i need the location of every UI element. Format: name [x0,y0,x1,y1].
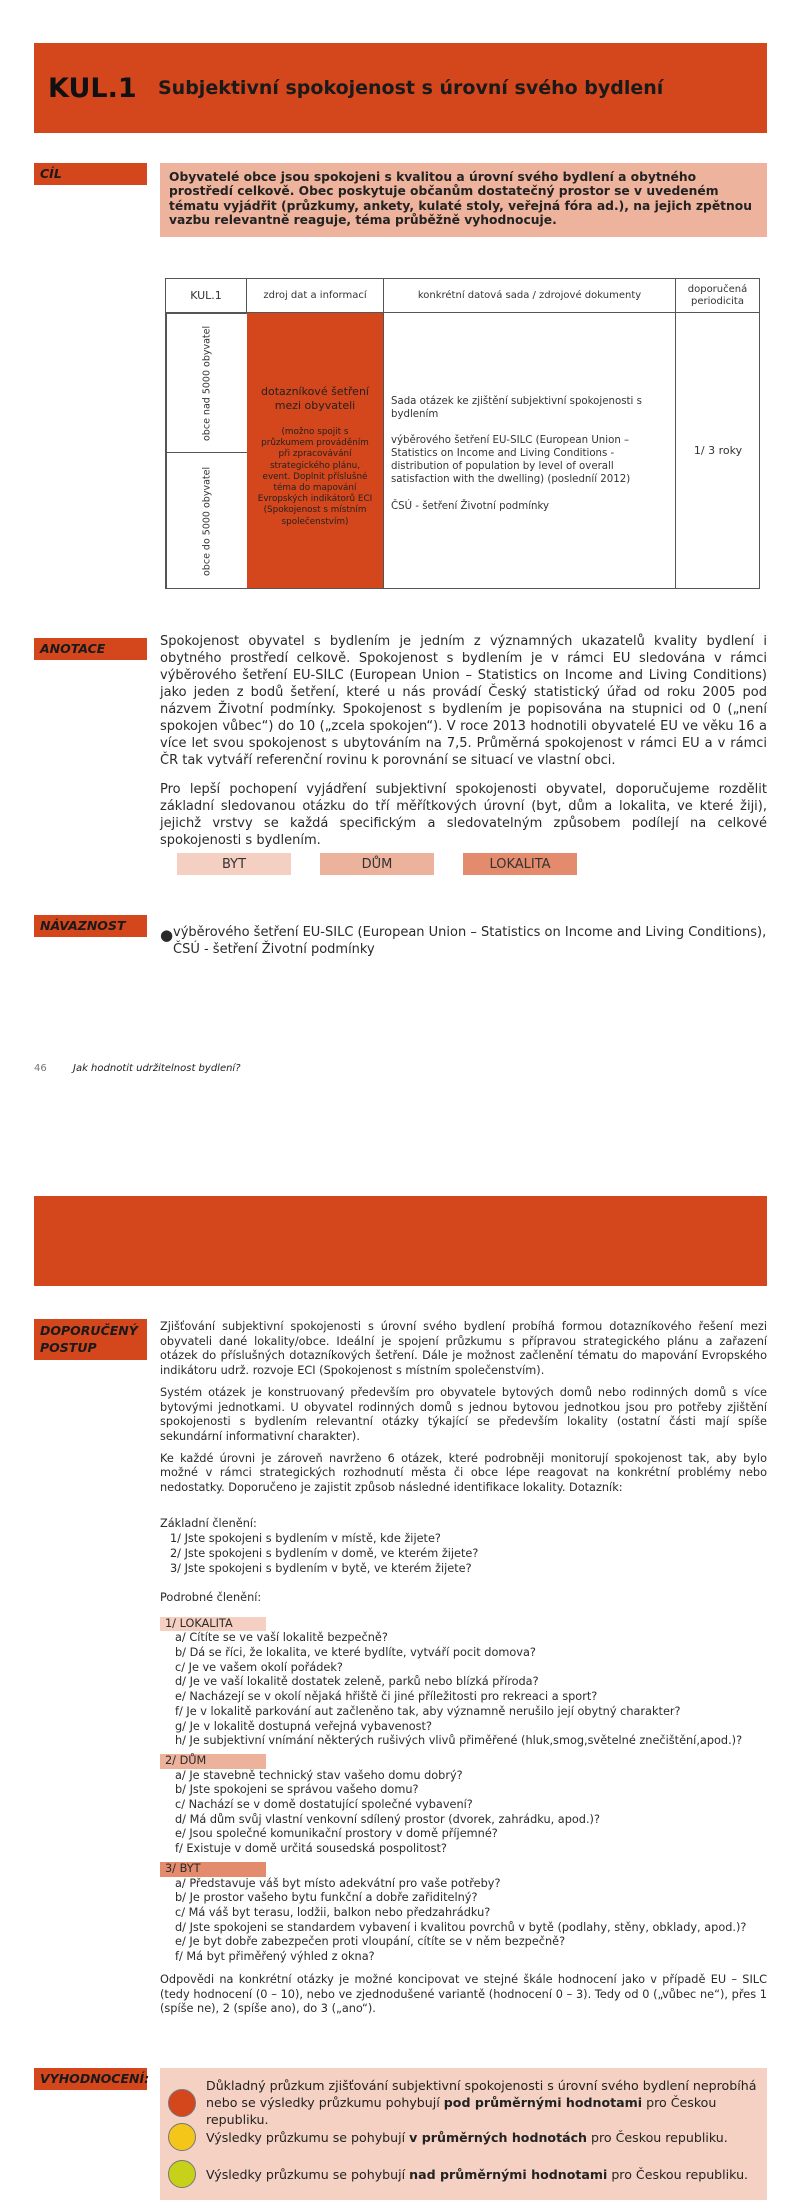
goal-label: CÍL [34,163,147,185]
dataset-item: ČSÚ - šetření Životní podmínky [391,500,550,512]
data-source-table [165,278,760,589]
question-item: e/ Nacházejí se v okolí nějaká hřiště či jiné příležitosti pro rekreaci a sport? [175,1690,598,1704]
evaluation-label: VYHODNOCENÍ: [34,2068,147,2090]
dataset-cell [384,313,676,589]
question-item: e/ Jsou společné komunikační prostory v domě příjemné? [175,1827,498,1841]
tag-lokalita: LOKALITA [463,853,577,875]
source-note: (možno spojit s průzkumem prováděním při zpracovávání strategického plánu, event. Doplnit příslušné téma do mapování Evropských indikátorů ECI (Spokojenost s místním společenstvím) [257,427,373,527]
procedure-paragraph: Zjišťování subjektivní spokojenosti s úrovní svého bydlení probíhá formou dotazníkového řešení mezi obyvateli dané lokality/obce. Ideální je spojení průzkumu s přípravou strategického plánu a zařazení otázek do příslušných dotazníkových šetření. Dále je možnost začlenění tématu do mapování Evropského indikátoru udrž. rozvoje ECI (Spokojenost s místním společenstvím). [160,1320,767,1378]
evaluation-row-above [168,2160,763,2188]
question-item: b/ Je prostor vašeho bytu funkční a dobře zařiditelný? [175,1891,478,1905]
procedure-label: DOPORUČENÝ POSTUP [34,1319,147,1360]
green-circle-icon [168,2160,196,2188]
question-item: c/ Je ve vašem okolí pořádek? [175,1660,343,1674]
row-label-under-5000: obce do 5000 obyvatel [166,452,247,589]
question-item: e/ Je byt dobře zabezpečen proti vloupání, cítíte se v něm bezpečně? [175,1935,566,1949]
question-item: a/ Představuje váš byt místo adekvátní pro vaše potřeby? [175,1876,501,1890]
question-item: a/ Cítíte se ve vaší lokalitě bezpečně? [175,1631,388,1645]
question-item: d/ Jste spokojeni se standardem vybavení i kvalitou povrchů v bytě (podlahy, stěny, obklady, apod.)? [175,1920,747,1934]
source-main: dotazníkové šetření mezi obyvateli [261,385,369,412]
question-item: b/ Dá se říci, že lokalita, ve které bydlíte, vytváří pocit domova? [175,1646,536,1660]
footer-title: Jak hodnotit udržitelnost bydlení? [73,1063,241,1074]
procedure-paragraph: Ke každé úrovni je zároveň navrženo 6 otázek, které podrobněji monitorují spokojenost tak, aby bylo možné v rámci strategických rozhodnutí města či obce lépe reagovat na konkrétní problémy nebo nedostatky. Doporučeno je zajistit způsob následné identifikace lokality. Dotazník: [160,1451,767,1495]
procedure-paragraph: Systém otázek je konstruovaný především pro obyvatele bytových domů nebo rodinných domů s více bytovými jednotkami. U obyvatel rodinných domů s jednou bytovou jednotkou jsou pro potřeby zjištění spokojenosti s bydlením relevantní otázky týkající se především lokality (ostatní části mají spíše sekundární informativní charakter). [160,1385,767,1443]
question-item: d/ Má dům svůj vlastní venkovní sdílený prostor (dvorek, zahrádku, apod.)? [175,1812,600,1826]
dataset-item: výběrového šetření EU-SILC (European Union – Statistics on Income and Living Conditions - distribution of population by level of overall satisfaction with the dwelling) (posledníí 2012) [391,435,631,486]
row-label-over-5000: obce nad 5000 obyvatel [166,313,247,452]
table-header-source: zdroj dat a informací [247,279,384,313]
goal-box: Obyvatelé obce jsou spokojeni s kvalitou a úrovní svého bydlení a obytného prostředí celkově. Obec poskytuje občanům dostatečný prostor se v uvedeném tématu vyjádřit (průzkumy, ankety, kulaté stoly, veřejná fóra ad.), na jejich zpětnou vazbu relevantně reaguje, téma průběžně vyhodnocuje. [160,163,767,237]
page-number: 46 [34,1063,47,1074]
question-item: g/ Je v lokalitě dostupná veřejná vybavenost? [175,1719,432,1733]
detail-title: Podrobné členění: [160,1590,262,1604]
links-label: NÁVAZNOST [34,915,147,937]
basic-question: 2/ Jste spokojeni s bydlením v domě, ve kterém žijete? [170,1546,479,1560]
evaluation-box [160,2068,767,2200]
question-item: h/ Je subjektivní vnímání některých rušivých vlivů přiměřené (hluk,smog,světelné znečištění,apod.)? [175,1734,743,1748]
question-item: b/ Jste spokojeni se správou vašeho domu? [175,1783,419,1797]
table-header-code: KUL.1 [166,279,247,313]
table-header-period: doporučená periodicita [676,279,760,313]
links-item [160,924,767,958]
question-item: d/ Je ve vaší lokalitě dostatek zeleně, parků nebo blízká příroda? [175,1675,539,1689]
question-item: f/ Existuje v domě určitá sousedská pospolitost? [175,1842,447,1856]
basic-title: Základní členění: [160,1517,257,1531]
source-cell [247,313,384,589]
indicator-header [34,43,767,133]
question-item: c/ Má váš byt terasu, lodžii, balkon nebo předzahrádku? [175,1905,491,1919]
annotation-paragraph-2: Pro lepší pochopení vyjádření subjektivní spokojenosti obyvatel, doporučujeme rozdělit základní sledovanou otázku do tří měřítkových úrovní (byt, dům a lokalita, ve které žiji), jejichž vrstvy se každá specifickým a sledovatelným způsobem podílejí na celkové spokojenosti s bydlením. [160,782,767,848]
question-item: c/ Nachází se v domě dostatující společné vybavení? [175,1798,473,1812]
table-header-dataset: konkrétní datová sada / zdrojové dokumenty [384,279,676,313]
basic-question: 3/ Jste spokojeni s bydlením v bytě, ve kterém žijete? [170,1561,472,1575]
red-circle-icon [168,2089,196,2117]
section-title-lokalita: 1/ LOKALITA [160,1617,266,1632]
bullet-icon: ● [160,926,174,944]
yellow-circle-icon [168,2123,196,2151]
period-cell: 1/ 3 roky [676,313,760,589]
question-item: a/ Je stavebně technický stav vašeho domu dobrý? [175,1768,463,1782]
indicator-title: Subjektivní spokojenost s úrovní svého bydlení [158,77,664,99]
evaluation-text: Důkladný průzkum zjišťování subjektivní spokojenosti s úrovní svého bydlení neprobíhá nebo se výsledky průzkumu pohybují pod průměrnými hodnotami pro Českou republiku. [206,2078,757,2127]
section-title-byt: 3/ BYT [160,1862,266,1877]
links-text: výběrového šetření EU-SILC (European Union – Statistics on Income and Living Conditions), ČSÚ - šetření Životní podmínky [173,925,767,957]
tag-byt: BYT [177,853,291,875]
question-item: f/ Je v lokalitě parkování aut začleněno tak, aby významně nerušilo její obytný charakter? [175,1704,681,1718]
evaluation-row-below [168,2077,763,2128]
page-header-band [34,1196,767,1286]
section-title-dum: 2/ DŮM [160,1754,266,1769]
procedure-body [160,1320,767,2024]
dataset-item: Sada otázek ke zjištění subjektivní spokojenosti s bydlením [391,396,642,421]
annotation-label: ANOTACE [34,638,147,660]
evaluation-text: Výsledky průzkumu se pohybují v průměrných hodnotách pro Českou republiku. [206,2129,728,2145]
question-item: f/ Má byt přiměřený výhled z okna? [175,1950,375,1964]
annotation-paragraph-1: Spokojenost obyvatel s bydlením je jedním z významných ukazatelů kvality bydlení i obytného prostředí celkově. Spokojenost s bydlením je v rámci EU sledována v rámci výběrového šetření EU-SILC (European Union – Statistics on Income and Living Conditions) jako jeden z bodů šetření, které u nás provádí Český statistický úřad od roku 2005 pod názvem Životní podmínky. Spokojenost s bydlením je popisována na stupnici od 0 („není spokojen vůbec“) do 10 („zcela spokojen“). V roce 2013 hodnotili obyvatelé EU ve věku 16 a více let svou spokojenost s ubytováním na 7,5. Průměrná spokojenost v rámci EU a v rámci ČR tak vytváří referenční rovinu k porovnání se situací ve vlastní obci. [160,634,767,768]
evaluation-text: Výsledky průzkumu se pohybují nad průměrnými hodnotami pro Českou republiku. [206,2166,749,2182]
procedure-paragraph: Odpovědi na konkrétní otázky je možné koncipovat ve stejné škále hodnocení jako v případě EU – SILC (tedy hodnocení (0 – 10), nebo ve zjednodušené variantě (hodnocení 0 – 3). Tedy od 0 („vůbec ne“), přes 1 (spíše ne), 2 (spíše ano), do 3 („ano“). [160,1972,767,2016]
evaluation-row-average [168,2123,763,2151]
indicator-code: KUL.1 [48,72,137,104]
basic-question: 1/ Jste spokojeni s bydlením v místě, kde žijete? [170,1532,441,1546]
tag-dum: DŮM [320,853,434,875]
